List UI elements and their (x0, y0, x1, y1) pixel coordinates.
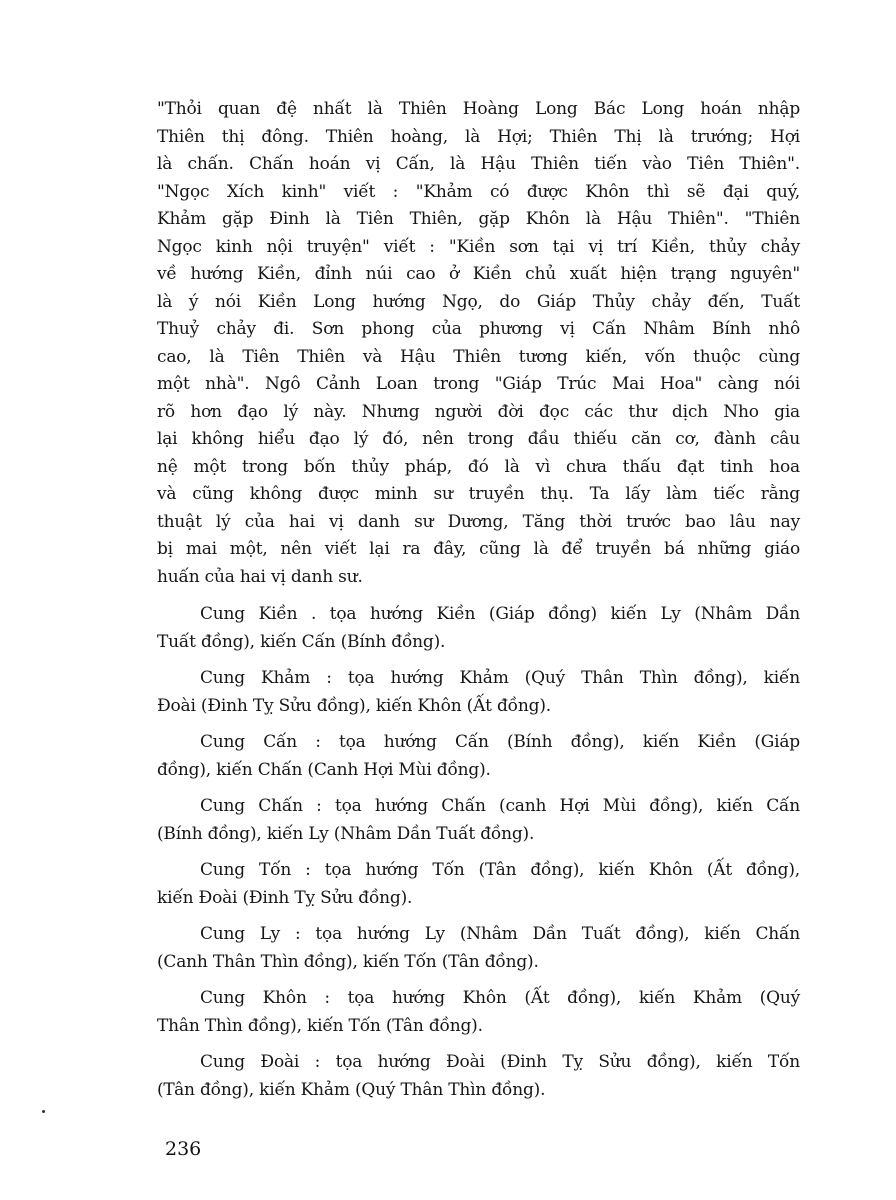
cung-entry-chan (157, 793, 800, 848)
text-line: Cung Đoài : tọa hướng Đoài (Đinh Tỵ Sửu đồng), kiến Tốn (200, 1052, 800, 1072)
text-line: về hướng Kiền, đỉnh núi cao ở Kiền chủ xuất hiện trạng nguyên" (157, 264, 800, 284)
text-line: Thân Thìn đồng), kiến Tốn (Tân đồng). (157, 1015, 483, 1036)
text-line: Ngọc kinh nội truyện" viết : "Kiền sơn tại vị trí Kiền, thủy chảy (157, 236, 800, 257)
text-line: là ý nói Kiền Long hướng Ngọ, do Giáp Thủy chảy đến, Tuất (157, 291, 800, 312)
text-line: nệ một trong bốn thủy pháp, đó là vì chưa thấu đạt tinh hoa (157, 456, 800, 477)
text-line: cao, là Tiên Thiên và Hậu Thiên tương kiến, vốn thuộc cùng (157, 346, 800, 367)
text-line: Thuỷ chảy đi. Sơn phong của phương vị Cấn Nhâm Bính nhô (157, 319, 800, 339)
text-line: và cũng không được minh sư truyền thụ. Ta lấy làm tiếc rằng (157, 484, 800, 504)
text-line: Thiên thị đông. Thiên hoàng, là Hợi; Thiên Thị là trướng; Hợi (157, 126, 800, 147)
text-line: Cung Kiền . tọa hướng Kiền (Giáp đồng) kiến Ly (Nhâm Dần (200, 604, 800, 624)
cung-entry-ton (157, 857, 800, 912)
text-line: Tuất đồng), kiến Cấn (Bính đồng). (157, 631, 446, 652)
cung-entry-ly (157, 921, 800, 976)
text-line: Cung Ly : tọa hướng Ly (Nhâm Dần Tuất đồng), kiến Chấn (200, 924, 800, 944)
cung-entry-kham (157, 665, 800, 720)
cung-entry-can (157, 729, 800, 784)
text-line: đồng), kiến Chấn (Canh Hợi Mùi đồng). (157, 759, 491, 780)
text-line: lại không hiểu đạo lý đó, nên trong đầu thiếu căn cơ, đành câu (157, 429, 800, 449)
text-line: một nhà". Ngô Cảnh Loan trong "Giáp Trúc Mai Hoa" càng nói (157, 374, 800, 394)
text-line: Khảm gặp Đinh là Tiên Thiên, gặp Khôn là Hậu Thiên". "Thiên (157, 209, 800, 229)
cung-entry-khon (157, 985, 800, 1040)
text-line: Cung Chấn : tọa hướng Chấn (canh Hợi Mùi đồng), kiến Cấn (200, 796, 800, 816)
text-line: (Bính đồng), kiến Ly (Nhâm Dần Tuất đồng). (157, 823, 535, 844)
text-line: "Ngọc Xích kinh" viết : "Khảm có được Khôn thì sẽ đại quý, (157, 181, 800, 202)
cung-entry-doai (157, 1049, 800, 1104)
text-line: Cung Tốn : tọa hướng Tốn (Tân đồng), kiến Khôn (Ất đồng), (200, 860, 800, 880)
text-line: huấn của hai vị danh sư. (157, 566, 363, 587)
text-line: kiến Đoài (Đinh Tỵ Sửu đồng). (157, 887, 413, 908)
text-line: (Canh Thân Thìn đồng), kiến Tốn (Tân đồng). (157, 951, 539, 972)
cung-entries (157, 601, 800, 1104)
text-line: rõ hơn đạo lý này. Nhưng người đời đọc các thư dịch Nho gia (157, 401, 800, 422)
text-line: bị mai một, nên viết lại ra đây, cũng là để truyền bá những giáo (157, 539, 800, 559)
scan-speck (42, 1110, 45, 1113)
text-line: "Thỏi quan đệ nhất là Thiên Hoàng Long Bác Long hoán nhập (157, 99, 800, 119)
text-line: Đoài (Đinh Tỵ Sửu đồng), kiến Khôn (Ất đồng). (157, 695, 551, 716)
text-line: Cung Cấn : tọa hướng Cấn (Bính đồng), kiến Kiền (Giáp (200, 732, 800, 752)
text-line: thuật lý của hai vị danh sư Dương, Tăng thời trước bao lâu nay (157, 511, 800, 532)
cung-entry-kien (157, 601, 800, 656)
text-line: Cung Khôn : tọa hướng Khôn (Ất đồng), kiến Khảm (Quý (200, 988, 800, 1008)
text-line: là chấn. Chấn hoán vị Cấn, là Hậu Thiên tiến vào Tiên Thiên". (157, 154, 800, 174)
page-number: 236 (165, 1138, 202, 1160)
text-line: Cung Khảm : tọa hướng Khảm (Quý Thân Thìn đồng), kiến (200, 668, 800, 688)
intro-paragraph (157, 96, 800, 591)
text-line: (Tân đồng), kiến Khảm (Quý Thân Thìn đồng). (157, 1079, 546, 1100)
